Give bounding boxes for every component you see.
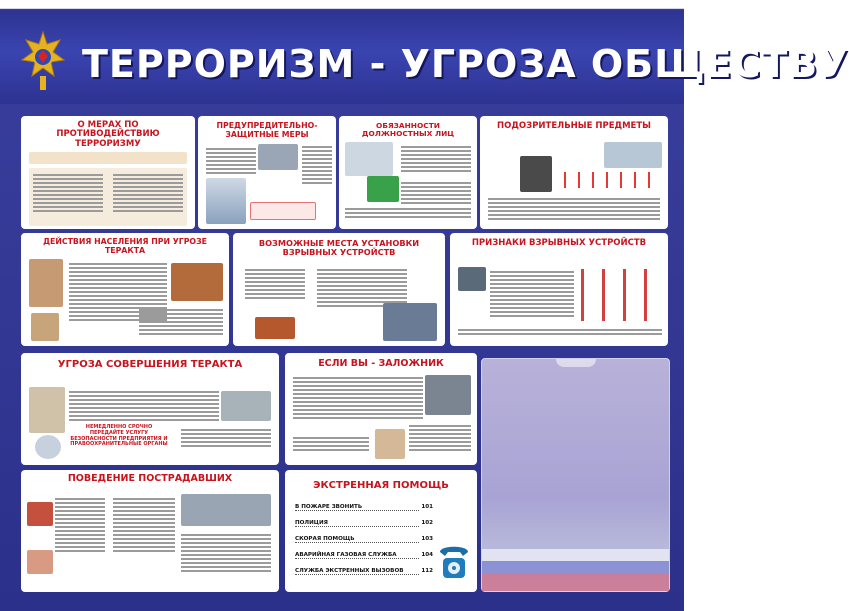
dotted-leader	[295, 558, 419, 559]
text-lines	[345, 206, 471, 220]
panel-suspicious	[480, 116, 668, 229]
panel-population	[21, 233, 229, 346]
warning-box	[250, 202, 316, 220]
panel-title: О МЕРАХ ПО ПРОТИВОДЕЙСТВИЮ ТЕРРОРИЗМУ	[56, 120, 160, 149]
dotted-leader	[295, 574, 419, 575]
text-lines	[302, 144, 332, 186]
family-picture	[29, 259, 63, 307]
panel-title: ОБЯЗАННОСТИ ДОЛЖНОСТНЫХ ЛИЦ	[361, 121, 455, 139]
panel-title: ЕСЛИ ВЫ - ЗАЛОЖНИК	[318, 358, 444, 369]
dotted-leader	[295, 510, 419, 511]
panel-threat	[21, 353, 279, 465]
woman-phone-picture	[29, 387, 65, 433]
help-row	[295, 536, 433, 545]
text-lines	[401, 144, 471, 174]
building-picture	[206, 178, 246, 224]
crowd-picture	[221, 391, 271, 421]
officials-picture	[345, 142, 393, 176]
help-row-label: СЛУЖБА ЭКСТРЕННЫХ ВЫЗОВОВ	[295, 568, 404, 574]
panel-title: ПРИЗНАКИ ВЗРЫВНЫХ УСТРОЙСТВ	[471, 238, 647, 248]
panel-title: ЭКСТРЕННАЯ ПОМОЩЬ	[313, 480, 449, 491]
container-picture	[367, 176, 399, 202]
header-banner	[0, 0, 849, 104]
text-lines	[69, 389, 219, 423]
text-lines	[409, 423, 471, 453]
flag-stripe-red	[482, 573, 669, 591]
help-row-number: 103	[421, 536, 433, 542]
panel-title: ПОДОЗРИТЕЛЬНЫЕ ПРЕДМЕТЫ	[497, 121, 651, 131]
text-lines	[113, 172, 183, 214]
warning-note: НЕМЕДЛЕННО СРОЧНО ПЕРЕДАЙТЕ УСЛУГУ БЕЗОПАСНОСТИ ПРЕДПРИЯТИЯ И ПРАВООХРАНИТЕЛЬНЫЕ ОРГАНЫ	[70, 424, 168, 448]
text-lines	[181, 427, 271, 449]
help-row-number: 102	[421, 520, 433, 526]
help-row-number: 104	[421, 552, 433, 558]
text-lines	[293, 435, 369, 453]
panel-title: УГРОЗА СОВЕРШЕНИЯ ТЕРАКТА	[57, 359, 243, 370]
gunman-picture	[425, 375, 471, 415]
help-row-number: 112	[421, 568, 433, 574]
telephone-icon	[437, 542, 471, 580]
dotted-leader	[295, 542, 419, 543]
panel-title: ПОВЕДЕНИЕ ПОСТРАДАВШИХ	[67, 473, 233, 484]
text-lines	[181, 532, 271, 574]
panel-title: ПРЕДУПРЕДИТЕЛЬНО-ЗАЩИТНЫЕ МЕРЫ	[216, 121, 318, 139]
dotted-leader	[295, 526, 419, 527]
panel-title: ДЕЙСТВИЯ НАСЕЛЕНИЯ ПРИ УГРОЗЕ ТЕРАКТА	[43, 237, 207, 255]
panel-help	[285, 470, 477, 592]
help-row-label: АВАРИЙНАЯ ГАЗОВАЯ СЛУЖБА	[295, 552, 397, 558]
text-lines	[206, 146, 256, 176]
help-row	[295, 552, 433, 561]
text-lines	[401, 180, 471, 206]
panel-victims	[21, 470, 279, 592]
car-picture	[258, 144, 298, 170]
text-lines	[488, 196, 660, 222]
text-lines	[490, 269, 574, 319]
page-title: ТЕРРОРИЗМ - УГРОЗА ОБЩЕСТВУ	[82, 42, 849, 86]
flag-stripe-white	[482, 549, 669, 561]
help-row	[295, 504, 433, 513]
hostage-picture	[375, 429, 405, 459]
text-lines	[245, 267, 305, 301]
help-row	[295, 568, 433, 577]
pocket-tab	[556, 359, 596, 367]
help-row	[295, 520, 433, 529]
text-lines	[458, 327, 662, 337]
text-lines	[139, 307, 223, 337]
document-pocket	[481, 358, 670, 592]
panel-preventive	[198, 116, 336, 229]
injured-picture	[27, 550, 53, 574]
panel-title: ВОЗМОЖНЫЕ МЕСТА УСТАНОВКИ ВЗРЫВНЫХ УСТРОЙСТВ	[258, 238, 420, 258]
text-lines	[33, 172, 103, 214]
injured-picture	[27, 502, 53, 526]
help-row-number: 101	[421, 504, 433, 510]
panel-hostage	[285, 353, 477, 465]
help-row-label: ПОЛИЦИЯ	[295, 520, 328, 526]
device-icons	[578, 269, 662, 321]
emergency-ministry-emblem-icon	[20, 30, 66, 92]
help-row-label: В ПОЖАРЕ ЗВОНИТЬ	[295, 504, 363, 510]
text-lines	[293, 375, 423, 421]
panel-anti-terror	[21, 116, 195, 229]
text-lines	[55, 496, 105, 554]
text-block	[29, 152, 187, 164]
prohibited-icons	[560, 172, 660, 188]
building-collapse-picture	[181, 494, 271, 526]
text-lines	[113, 496, 175, 554]
device-picture	[458, 267, 486, 291]
house-picture	[255, 317, 295, 339]
child-picture	[31, 313, 59, 341]
suspicious-person-picture	[520, 156, 552, 192]
panel-locations	[233, 233, 445, 346]
help-row-label: СКОРАЯ ПОМОЩЬ	[295, 536, 355, 542]
panel-officials	[339, 116, 477, 229]
bus-stop-picture	[604, 142, 662, 168]
room-picture	[171, 263, 223, 301]
flag-stripe-blue	[482, 561, 669, 573]
panel-signs	[450, 233, 668, 346]
magnifier-picture	[35, 435, 61, 459]
building-picture	[383, 303, 437, 341]
